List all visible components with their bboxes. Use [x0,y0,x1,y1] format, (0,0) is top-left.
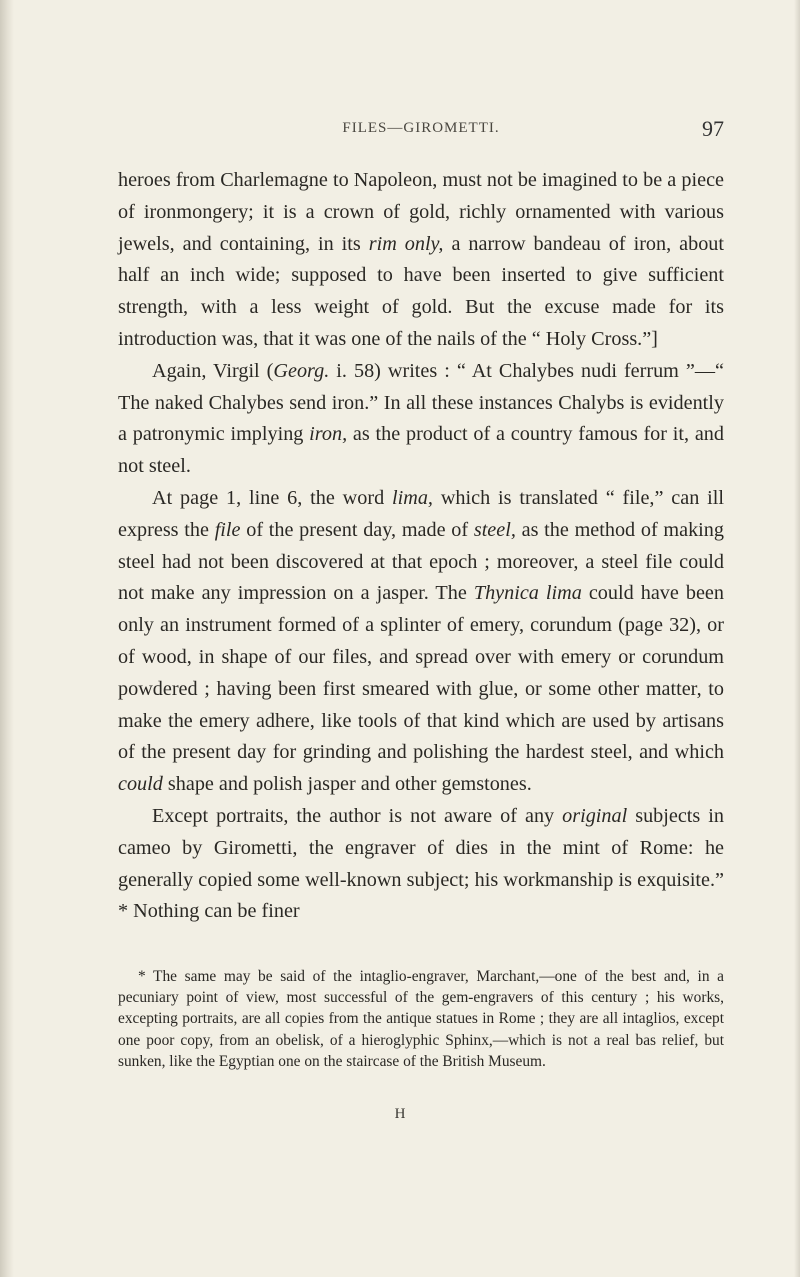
running-head: FILES—GIROMETTI. [342,120,500,136]
paragraph [118,165,724,356]
page-binding-edge [0,0,14,1277]
text-segment: as the product of a country famous for it, and not steel. [118,423,724,478]
page-header [118,116,724,146]
text-segment: i. 58) writes : “ At Chalybes nudi ferrum ”—“ The naked Chalybes send iron.” In all these instances Chalybs is evidently a patronymic implying [118,359,724,446]
italic-text-segment: original [562,804,628,827]
paragraph [118,801,724,928]
text-segment: which is translated “ file,” can ill express the [118,486,725,541]
page-number: 97 [702,116,724,141]
text-segment: Except portraits, the author is not aware of any [152,804,563,827]
text-segment: of the present day, made of [240,518,474,541]
body-text [118,165,724,928]
footnote: * The same may be said of the intaglio-engraver, Marchant,—one of the best and, in a pecuniary point of view, most successful of the gem-engravers of this century ; his works, excepting portraits, are all copies from the antique statues in Rome ; they are all intaglios, except one poor copy, from an obelisk, of a hieroglyphic Sphinx,—which is not a real bas relief, but sunken, like the Egyptian one on the staircase of the British Museum. [118,968,724,1070]
text-segment: At page 1, line 6, the word [152,486,393,509]
page-outer-edge [794,0,800,1277]
text-segment: heroes from Charlemagne to Napoleon, must not be imagined to be a piece of ironmongery; it is a crown of gold, richly ornamented with various jewels, and containing, in its [118,169,724,255]
italic-text-segment: Georg. [273,359,330,382]
paragraph [118,483,724,801]
text-segment: as the method of making steel had not been discovered at that epoch ; moreover, a steel file could not make any impression on a jasper. The [118,518,724,605]
text-segment: a narrow bandeau of iron, about half an inch wide; supposed to have been inserted to give sufficient strength, with a less weight of gold. But the excuse made for its introduction was, that it was one of the nails of the “ Holy Cross.”] [118,232,724,350]
text-segment: shape and polish jasper and other gemstones. [162,773,532,796]
signature-mark: H [394,1106,406,1122]
text-segment: could have been only an instrument formed of a splinter of emery, corundum (page 32), or of wood, in shape of our files, and spread over with emery or corundum powdered ; having been first smeared with glue, or some other matter, to make the emery adhere, like tools of that kind which are used by artisans of the present day for grinding and polishing the hardest steel, and which [118,582,724,764]
text-segment: Again, Virgil ( [152,359,274,382]
italic-text-segment: iron, [309,423,348,446]
italic-text-segment: file [214,518,241,541]
italic-text-segment: Thynica lima [473,582,582,605]
paragraph [118,356,724,483]
italic-text-segment: could [118,773,163,796]
italic-text-segment: lima, [392,486,433,509]
text-segment: subjects in cameo by Girometti, the engraver of dies in the mint of Rome: he generally copied some well-known subject; his workmanship is exquisite.” * Nothing can be finer [118,804,724,923]
italic-text-segment: rim only, [368,232,444,255]
italic-text-segment: steel, [473,518,516,541]
